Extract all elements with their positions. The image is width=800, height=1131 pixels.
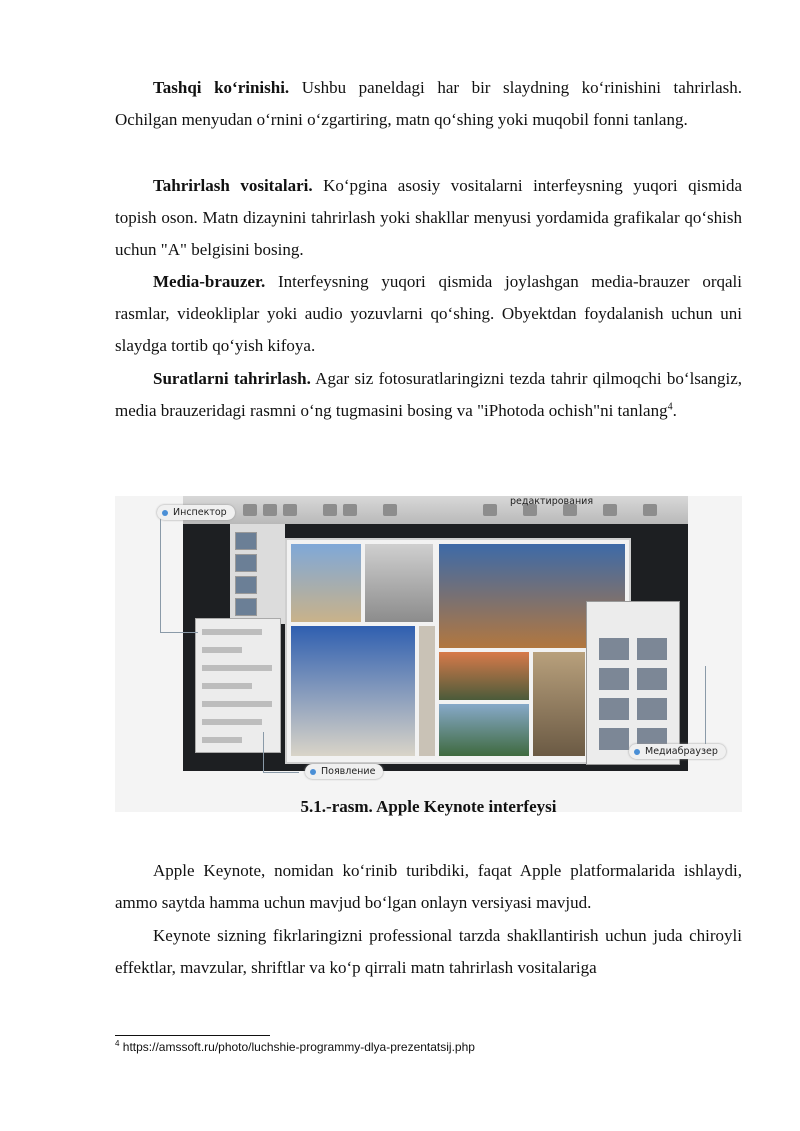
inspector-panel-image xyxy=(195,618,281,753)
paragraph-heading: Suratlarni tahrirlash. xyxy=(153,369,311,388)
figure-caption: 5.1.-rasm. Apple Keynote interfeysi xyxy=(300,797,557,816)
figure xyxy=(115,496,742,812)
paragraph-text: Ushbu paneldagi har bir slaydning ko‘rinishini tahrirlash. Ochilgan menyudan o‘rnini o‘zgartiring, matn qo‘shing yoki muqobil fonni tanlang. xyxy=(115,78,742,129)
paragraph-text: Keynote sizning fikrlaringizni professional tarzda shakllantirish uchun juda chiroyli effektlar, mavzular, shriftlar va ko‘p qirrali matn tahrirlash vositalariga xyxy=(115,926,742,977)
callout-media-browser: Медиабраузер xyxy=(629,744,726,759)
paragraph-text: Ko‘pgina asosiy vositalarni interfeysning yuqori qismida topish oson. Matn dizaynini tahrirlash yoki shakllar menyusi yordamida grafikalar qo‘shish uchun "A" belgisini bosing. xyxy=(115,176,742,259)
footnote-number: 4 xyxy=(115,1039,120,1048)
callout-editing: редактирования xyxy=(510,496,594,507)
media-browser-image xyxy=(586,601,680,765)
paragraph-text: Apple Keynote, nomidan ko‘rinib turibdiki, faqat Apple platformalarida ishlaydi, ammo saytda hamma uchun mavjud bo‘lgan onlayn versiyasi mavjud. xyxy=(115,861,742,912)
paragraph-heading: Tahrirlash vositalari. xyxy=(153,176,313,195)
paragraph-appearance xyxy=(115,72,742,136)
paragraph-photo-editing xyxy=(115,363,742,427)
paragraph-text: Interfeysning yuqori qismida joylashgan media-brauzer orqali rasmlar, videokliplar yoki audio yozuvlarni qo‘shing. Obyektdan foydalanish uchun uni slaydga tortib qo‘yish kifoya. xyxy=(115,272,742,355)
keynote-screenshot xyxy=(183,496,688,771)
footnote xyxy=(115,1040,475,1054)
toolbar-image xyxy=(183,496,688,524)
footnote-link[interactable]: https://amssoft.ru/photo/luchshie-programmy-dlya-prezentatsij.php xyxy=(119,1040,475,1054)
paragraph-editing-tools xyxy=(115,170,742,266)
slide-canvas-image xyxy=(285,538,631,764)
paragraph-media-browser xyxy=(115,266,742,362)
footnote-divider xyxy=(115,1035,270,1036)
paragraph-text: Agar siz fotosuratlaringizni tezda tahrir qilmoqchi bo‘lsangiz, media brauzeridagi rasmni o‘ng tugmasini bosing va "iPhotoda ochish"ni tanlang xyxy=(115,369,742,420)
callout-inspector: Инспектор xyxy=(157,505,235,520)
paragraph-keynote-platform xyxy=(115,855,742,919)
footnote-ref[interactable]: 4 xyxy=(667,401,673,413)
callout-appearance: Появление xyxy=(305,764,383,779)
paragraph-heading: Tashqi ko‘rinishi. xyxy=(153,78,290,97)
paragraph-end: . xyxy=(672,401,677,420)
paragraph-keynote-features xyxy=(115,920,742,984)
paragraph-heading: Media-brauzer. xyxy=(153,272,266,291)
slide-navigator-image xyxy=(230,524,285,624)
